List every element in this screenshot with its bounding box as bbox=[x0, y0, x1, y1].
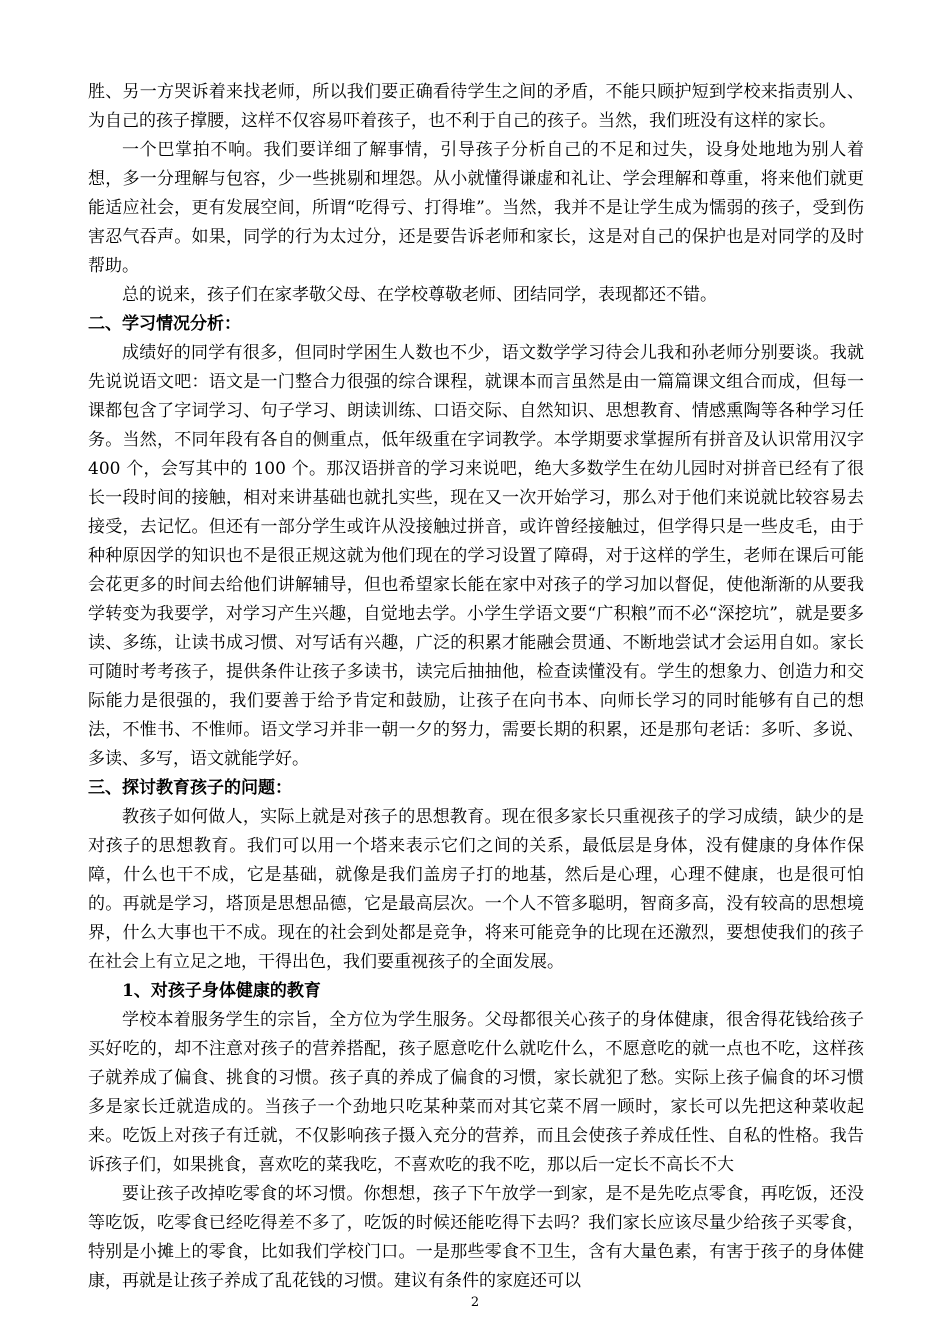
paragraph: 要让孩子改掉吃零食的坏习惯。你想想，孩子下午放学一到家，是不是先吃点零食，再吃饭，还没等吃饭，吃零食已经吃得差不多了，吃饭的时候还能吃得下去吗？我们家长应该尽量少给孩子买零食，特别是小摊上的零食，比如我们学校门口。一是那些零食不卫生，含有大量色素，有害于孩子的身体健康，再就是让孩子养成了乱花钱的习惯。建议有条件的家庭还可以 bbox=[88, 1184, 864, 1291]
paragraph: 一个巴掌拍不响。我们要详细了解事情，引导孩子分析自己的不足和过失，设身处地地为别人着想，多一分理解与包容，少一些挑剔和埋怨。从小就懂得谦虚和礼让、学会理解和尊重，将来他们就更能适应社会，更有发展空间，所谓“吃得亏、打得堆”。当然，我并不是让学生成为懦弱的孩子，受到伤害忍气吞声。如果，同学的行为太过分，还是要告诉老师和家长，这是对自己的保护也是对同学的及时帮助。 bbox=[88, 140, 864, 276]
subsection-heading-health: 1、对孩子身体健康的教育 bbox=[122, 981, 321, 1001]
paragraph: 总的说来，孩子们在家孝敬父母、在学校尊敬老师、团结同学，表现都还不错。 bbox=[122, 285, 717, 305]
page-body bbox=[88, 78, 864, 1296]
paragraph: 成绩好的同学有很多，但同时学困生人数也不少，语文数学学习待会儿我和孙老师分别要谈。我就先说说语文吧：语文是一门整合力很强的综合课程，就课本而言虽然是由一篇篇课文组合而成，但每一课都包含了字词学习、句子学习、朗读训练、口语交际、自然知识、思想教育、情感熏陶等各种学习任务。当然，不同年段有各自的侧重点，低年级重在字词教学。本学期要求掌握所有拼音及认识常用汉字 400 个，会写其中的 100 个。那汉语拼音的学习来说吧，绝大多数学生在幼儿园时对拼音已经有了很长一段时间的接触，相对来讲基础也就扎实些，现在又一次开始学习，那么对于他们来说就比较容易去接受，去记忆。但还有一部分学生或许从没接触过拼音，或许曾经接触过，但学得只是一些皮毛，由于种种原因学的知识也不是很正规这就为他们现在的学习设置了障碍，对于这样的学生，老师在课后可能会花更多的时间去给他们讲解辅导，但也希望家长能在家中对孩子的学习加以督促，使他渐渐的从要我学转变为我要学，对学习产生兴趣，自觉地去学。小学生学语文要“广积粮”而不必“深挖坑”，就是要多读、多练，让读书成习惯、对写话有兴趣，广泛的积累才能融会贯通、不断地尝试才会运用自如。家长可随时考考孩子，提供条件让孩子多读书，读完后抽抽他，检查读懂没有。学生的想象力、创造力和交际能力是很强的，我们要善于给予肯定和鼓励，让孩子在向书本、向师长学习的同时能够有自己的想法，不惟书、不惟师。语文学习并非一朝一夕的努力，需要长期的积累，还是那句老话：多听、多说、多读、多写，语文就能学好。 bbox=[88, 343, 864, 769]
section-heading-education: 三、探讨教育孩子的问题： bbox=[88, 778, 292, 798]
paragraph: 胜、另一方哭诉着来找老师，所以我们要正确看待学生之间的矛盾，不能只顾护短到学校来指责别人、为自己的孩子撑腰，这样不仅容易吓着孩子，也不利于自己的孩子。当然，我们班没有这样的家长。 bbox=[88, 82, 864, 131]
page-number: 2 bbox=[470, 1295, 480, 1310]
paragraph: 学校本着服务学生的宗旨，全方位为学生服务。父母都很关心孩子的身体健康，很舍得花钱给孩子买好吃的，却不注意对孩子的营养搭配，孩子愿意吃什么就吃什么，不愿意吃的就一点也不吃，这样孩子就养成了偏食、挑食的习惯。孩子真的养成了偏食的习惯，家长就犯了愁。实际上孩子偏食的坏习惯多是家长迁就造成的。当孩子一个劲地只吃某种菜而对其它菜不屑一顾时，家长可以先把这种菜收起来。吃饭上对孩子有迁就，不仅影响孩子摄入充分的营养，而且会使孩子养成任性、自私的性格。我告诉孩子们，如果挑食，喜欢吃的菜我吃，不喜欢吃的我不吃，那以后一定长不高长不大 bbox=[88, 1010, 864, 1175]
paragraph: 教孩子如何做人，实际上就是对孩子的思想教育。现在很多家长只重视孩子的学习成绩，缺少的是对孩子的思想教育。我们可以用一个塔来表示它们之间的关系，最低层是身体，没有健康的身体作保障，什么也干不成，它是基础，就像是我们盖房子打的地基，然后是心理，心理不健康，也是很可怕的。再就是学习，塔顶是思想品德，它是最高层次。一个人不管多聪明，智商多高，没有较高的思想境界，什么大事也干不成。现在的社会到处都是竞争，将来可能竞争的比现在还激烈，要想使我们的孩子在社会上有立足之地，干得出色，我们要重视孩子的全面发展。 bbox=[88, 807, 864, 972]
section-heading-study: 二、学习情况分析： bbox=[88, 314, 241, 334]
